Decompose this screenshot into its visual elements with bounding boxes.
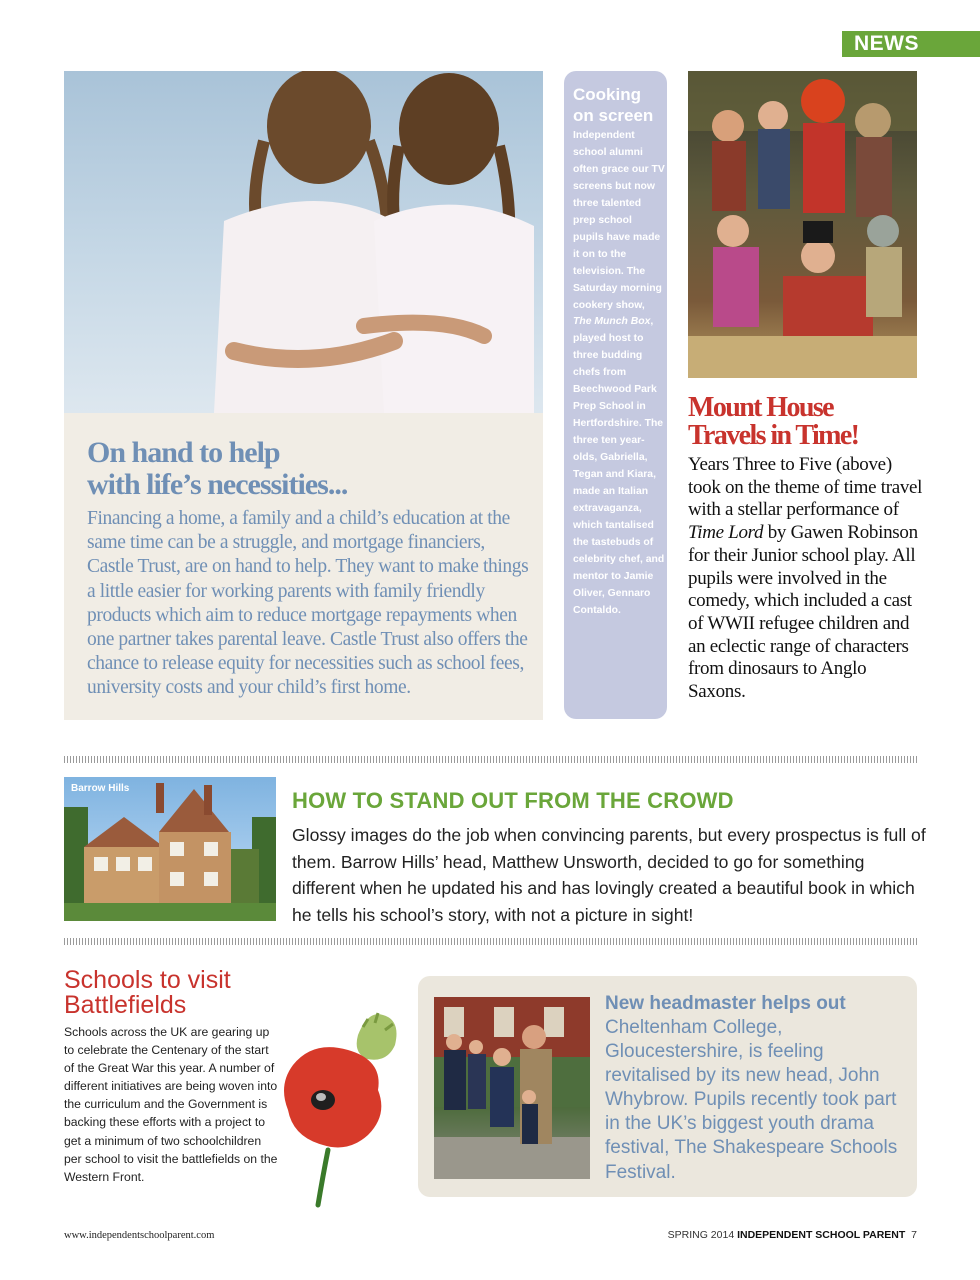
- barrow-hills-title: HOW TO STAND OUT FROM THE CROWD: [292, 788, 734, 813]
- mount-house-body: [688, 454, 928, 704]
- photo-two-girls: [64, 71, 543, 413]
- photo-headmaster-pupils: [434, 997, 590, 1179]
- cooking-body-text: Independent school alumni often grace our TV screens but now three talented prep school pupils have made it on to the television. The Saturday morning cookery show,: [573, 130, 665, 311]
- section-tab: NEWS: [842, 31, 980, 57]
- cheltenham-title: New headmaster helps out: [605, 993, 846, 1014]
- footer-url[interactable]: www.independentschoolparent.com: [64, 1230, 215, 1241]
- poppy-icon: [283, 1005, 408, 1213]
- photo-barrow-hills-house: [64, 777, 276, 921]
- dotted-divider: [64, 938, 917, 945]
- mount-house-title: [688, 394, 928, 450]
- mount-house-title-line2: Travels in Time!: [688, 420, 859, 451]
- battlefields-title-line1: Schools to visit: [64, 966, 231, 994]
- castle-trust-title-line2: with life’s necessities...: [87, 468, 348, 501]
- page-number: 7: [911, 1229, 917, 1241]
- mount-house-play-name: Time Lord: [688, 522, 764, 544]
- footer-magazine: INDEPENDENT SCHOOL PARENT: [737, 1229, 906, 1241]
- battlefields-title-line2: Battlefields: [64, 991, 187, 1019]
- mount-house-body-text: Years Three to Five (above) took on the theme of time travel with a stellar performance of: [688, 454, 923, 521]
- cheltenham-body: Cheltenham College, Gloucestershire, is feeling revitalised by its new head, John Whybrow. Pupils recently took part in the UK’s biggest youth drama festival, The Shakespeare Schools Festival.: [605, 1017, 898, 1183]
- mount-house-body-text-end: by Gawen Robinson for their Junior school play. All pupils were involved in the comedy, which included a cast of WWII refugee children and an eclectic range of characters from dinosaurs to Anglo Saxons.: [688, 522, 918, 703]
- battlefields-body: Schools across the UK are gearing up to celebrate the Centenary of the start of the Great War this year. A number of different initiatives are being woven into the curriculum and the Government is backing these efforts with a project to get a minimum of two schoolchildren per school to visit the battlefields on the Western Front.: [64, 1025, 278, 1184]
- castle-trust-title-line1: On hand to help: [87, 436, 280, 469]
- castle-trust-title: [87, 437, 527, 501]
- cooking-title: Cooking on screen: [573, 85, 654, 125]
- battlefields-title: [64, 968, 304, 1018]
- barrow-hills-body: Glossy images do the job when convincing parents, but every prospectus is full of them. Barrow Hills’ head, Matthew Unsworth, decided to go for something different when he updated his and has lovingly created a beautiful book in which he tells his school’s story, with not a picture in sight!: [292, 825, 926, 925]
- mount-house-title-line1: Mount House: [688, 392, 833, 423]
- footer-folio: [668, 1229, 917, 1241]
- cooking-body-text-end: , played host to three budding chefs from Beechwood Park Prep School in Hertfordshire. The three ten year-olds, Gabriella, Tegan and Kiara, made an Italian extravaganza, which tantalised the tastebuds of celebrity chef, and mentor to Jamie Oliver, Gennaro Contaldo.: [573, 316, 665, 616]
- footer-season: SPRING 2014: [667, 1229, 735, 1241]
- cooking-show-name: The Munch Box: [573, 316, 651, 328]
- photo-school-play: [688, 71, 917, 378]
- photo-caption: Barrow Hills: [71, 783, 130, 794]
- castle-trust-body: Financing a home, a family and a child’s education at the same time can be a struggle, and mortgage financiers, Castle Trust, are on hand to help. They want to make things a little easier for working parents with family friendly products which aim to reduce mortgage repayments when one partner takes parental leave. Castle Trust also offers the chance to release equity for necessities such as school fees, university costs and your child’s first home.: [87, 508, 529, 699]
- cooking-body: [573, 128, 665, 620]
- dotted-divider: [64, 756, 917, 763]
